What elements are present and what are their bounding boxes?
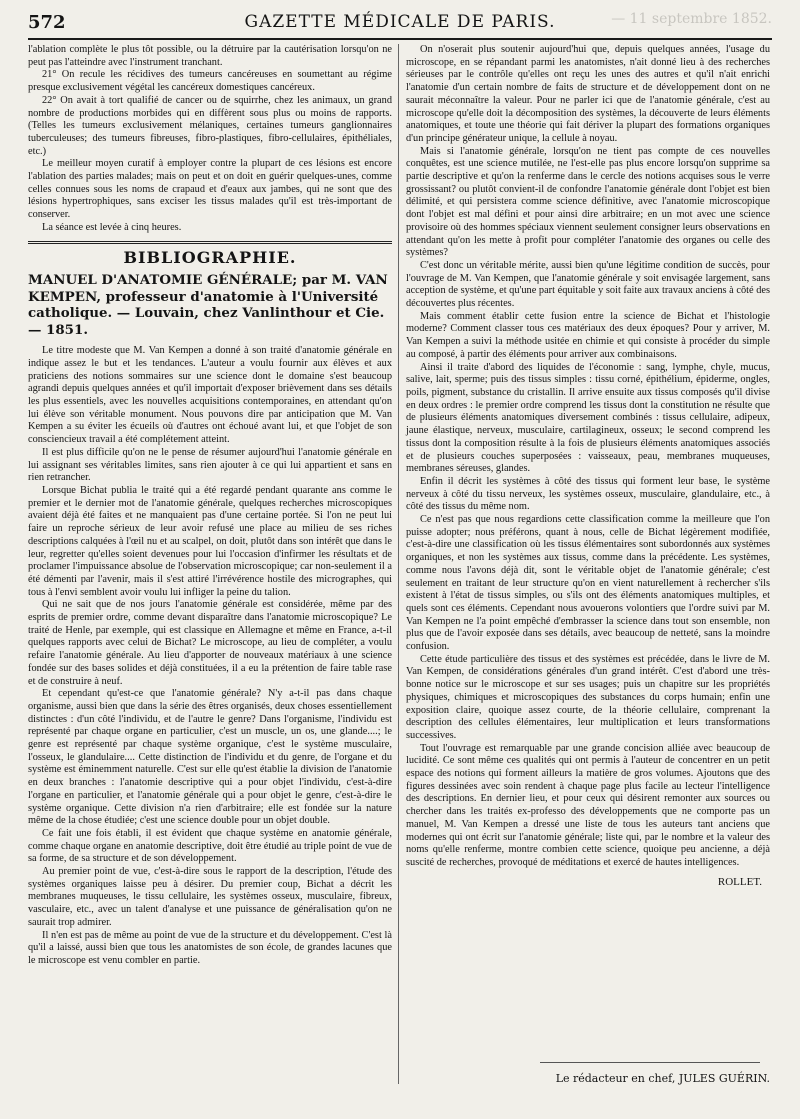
editor-rule — [540, 1062, 760, 1063]
paragraph: Il n'en est pas de même au point de vue de la structure et du développement. C'est là qu'il a laissé, aussi bien que tous les anatomistes de son école, de grandes lacunes que le microscope est venu combler en partie. — [28, 929, 392, 966]
bleed-through-date: — 11 septembre 1852. — [611, 11, 772, 27]
book-heading: MANUEL D'ANATOMIE GÉNÉRALE; par M. VAN KEMPEN, professeur d'anatomie à l'Université catholique. — Louvain, chez Vanlinthour et Cie. — 1851. — [28, 272, 388, 338]
page-header — [28, 8, 772, 38]
header-rule — [28, 38, 772, 40]
paragraph: Lorsque Bichat publia le traité qui a été regardé pendant quarante ans comme le premier et le dernier mot de l'anatomie générale, quelques recherches microscopiques avaient déjà été faites et ne manquaient pas d'une certaine portée. Si l'on ne peut lui faire un reproche sérieux de leur avoir refusé une place au milieu de ses riches descriptions calquées à l'œil nu et au scalpel, on doit, plutôt dans son intérêt que dans le leur, regretter qu'elles soient devenues pour lui l'occasion d'infirmer les résultats et de proclamer l'impuissance absolue de l'observation microscopique; car non-seulement il a été démenti par l'avenir, mais il s'est attiré l'irrévérence hostile des micrographes, qui tous à l'envi semblent avoir voulu lui infliger la peine du talion. — [28, 484, 392, 598]
paragraph: Ainsi il traite d'abord des liquides de l'économie : sang, lymphe, chyle, mucus, salive, lait, sperme; puis des tissus simples : tissu corné, épithélium, épiderme, ongles, poils, pigment, substance du cristallin. Il arrive ensuite aux tissus composés qu'il divise en deux ordres : le premier ordre comprend les tissus dont la constitution ne résulte que de plusieurs éléments anatomiques diversement combinés : tissus cellulaire, adipeux, jaune élastique, nerveux, musculaire, cartilagineux, osseux; le second comprend les tissus dont la composition résulte à la fois de plusieurs éléments anatomiques associés et de plusieurs couches superposées : vaisseaux, peau, membranes muqueuses, membranes séreuses, glandes. — [406, 361, 770, 475]
author-signature: ROLLET. — [717, 875, 762, 888]
paragraph: Au premier point de vue, c'est-à-dire sous le rapport de la description, l'étude des systèmes organiques laisse peu à désirer. Du premier coup, Bichat a décrit les membranes muqueuses, le tissu cellulaire, les systèmes osseux, musculaire, fibreux, vasculaire, etc., avec un talent d'analyse et une puissance de généralisation qu'on ne saurait trop admirer. — [28, 866, 392, 928]
paragraph: Il est plus difficile qu'on ne le pense de résumer aujourd'hui l'anatomie générale en lui assignant ses véritables limites, sans rien ajouter à ce qui lui appartient et sans en rien retrancher. — [28, 446, 392, 484]
page-number: 572 — [28, 12, 66, 33]
paragraph: La séance est levée à cinq heures. — [42, 221, 182, 233]
editor-line: Le rédacteur en chef, JULES GUÉRIN. — [555, 1072, 770, 1085]
paragraph: l'ablation complète le plus tôt possible, ou la détruire par la cautérisation lorsqu'on ne peut pas l'atteindre avec l'instrument tranchant. — [28, 44, 392, 68]
paragraph: Tout l'ouvrage est remarquable par une grande concision alliée avec beaucoup de lucidité. Ce sont même ces qualités qui ont permis à l'auteur de concentrer en un petit espace des notions qui forment ailleurs la matière de gros volumes. Ajoutons que des figures dessinées avec soin rendent à chaque page plus facile au lecteur l'intelligence des descriptions. En dernier lieu, et pour ceux qui désirent remonter aux sources ou chercher dans les traités ex-professo des développements que ne comporte pas un manuel, M. Van Kempen a dressé une liste de tous les auteurs tant anciens que modernes qui ont écrit sur l'anatomie générale; liste qui, par le nombre et la valeur des noms qu'elle renferme, montre combien cette science, quoique peu ancienne, a déjà suscité de recherches, provoqué de méditations et exercé de hautes intelligences. — [406, 742, 770, 868]
right-column — [406, 44, 770, 890]
paragraph: Et cependant qu'est-ce que l'anatomie générale? N'y a-t-il pas dans chaque organisme, aussi bien que dans la série des êtres organisés, deux choses essentiellement distinctes : d'un côté l'individu, et de l'autre le genre? Dans l'organisme, l'individu est représenté par chaque organe en particulier, c'est un muscle, un os, une glande....; le genre est représenté par chaque système organique, c'est le système musculaire, l'osseux, le glandulaire.... Cette distinction de l'individu et du genre, de l'organe et du système est éminemment naturelle. C'est sur elle qu'est établie la division de l'anatomie en deux branches : l'anatomie descriptive qui a pour objet l'individu, c'est-à-dire l'organe en particulier, et l'anatomie générale qui a pour objet le genre, c'est-à-dire le système organique. Cette division n'a rien d'arbitraire; elle est fondée sur la nature même de la chose étudiée; c'est une science double pour un objet double. — [28, 688, 392, 827]
paragraph: 21° On recule les récidives des tumeurs cancéreuses en soumettant au régime presque exclusivement végétal les cancéreux domestiques cancéreux. — [28, 69, 392, 94]
paragraph: Ce n'est pas que nous regardions cette classification comme la meilleure que l'on puisse adopter; nous préférons, quant à nous, celle de Bichat légèrement modifiée, c'est-à-dire une classification où les tissus élémentaires sont subordonnés aux systèmes organiques, et non les systèmes aux tissus, comme dans la précédente. Les systèmes, comme nous l'avons déjà dit, sont le véritable objet de l'anatomie générale; c'est seulement en traitant de leur structure qu'on en vient naturellement à rechercher s'ils existent à l'état de tissus simples, ou s'ils ont des éléments anatomiques multiples, et quels sont ces éléments. Cependant nous avouerons volontiers que l'ordre suivi par M. Van Kempen ne l'a point empêché d'embrasser la science dans tout son ensemble, non plus que de l'avoir exposée dans ses détails, avec beaucoup de netteté, sans la moindre confusion. — [406, 514, 770, 653]
paragraph: Qui ne sait que de nos jours l'anatomie générale est considérée, même par des esprits de premier ordre, comme devant disparaître dans l'anatomie microscopique? Le traité de Henle, par exemple, qui est classique en Allemagne et même en France, a-t-il quelques rapports avec celui de Bichat? Le microscope, au lieu de compléter, a voulu refaire l'anatomie générale. Au lieu d'apporter de nouveaux matériaux à une science fondée sur des bases solides et déjà constituées, il a eu la prétention de faire table rase et de construire à neuf. — [28, 599, 392, 687]
section-title: BIBLIOGRAPHIE. — [123, 247, 297, 267]
paragraph: C'est donc un véritable mérite, aussi bien qu'une légitime condition de succès, pour l'ouvrage de M. Van Kempen, que l'anatomie générale y soit envisagée largement, sans acception de système, et qu'une part équitable y soit faite aux travaux anciens à côté des découvertes plus récentes. — [406, 259, 770, 310]
paragraph: Mais si l'anatomie générale, lorsqu'on ne tient pas compte de ces nouvelles conquêtes, est une science mutilée, ne l'est-elle pas plus encore lorsqu'on supprime sa partie descriptive et qu'on la renferme dans le cercle des notions acquises sous le verre grossissant? ou plutôt convient-il de confondre l'anatomie générale dont l'objet est bien délimité, et qui persistera comme science définitive, avec l'anatomie microscopique dont l'objet est mal défini et pour ainsi dire arbitraire; en un mot avec une science provisoire où des hommes spéciaux viennent seulement consigner leurs observations en attendant qu'on les mette à profit pour compléter l'anatomie des organes ou celle des systèmes? — [406, 145, 770, 259]
journal-title: GAZETTE MÉDICALE DE PARIS. — [244, 12, 556, 32]
paragraph: Le titre modeste que M. Van Kempen a donné à son traité d'anatomie générale en indique assez le but et les tendances. L'auteur a voulu fournir aux élèves et aux praticiens des notions sommaires sur une science dont le domaine s'est beaucoup agrandi depuis quelques années et qu'il importait d'exposer brièvement dans ses détails les plus essentiels, avec les nouvelles acquisitions contemporaines, en attendant qu'on lui élève son véritable monument. Nous pouvons dire par anticipation que M. Van Kempen a su éviter les écueils où d'autres ont échoué avant lui, et que l'objet de son consciencieux travail a été complétement atteint. — [28, 345, 392, 446]
paragraph: 22° On avait à tort qualifié de cancer ou de squirrhe, chez les animaux, un grand nombre de productions morbides qui en diffèrent sous plus ou moins de rapports. (Telles les tumeurs exclusivement mélaniques, certaines tumeurs ganglionnaires tuberculeuses; des tumeurs fibreuses, fibro-plastiques, fibro-cellulaires, épithéliales, etc.) — [28, 94, 392, 157]
column-divider — [398, 44, 399, 1084]
paragraph: Ce fait une fois établi, il est évident que chaque système en anatomie générale, comme chaque organe en anatomie descriptive, doit être étudié au triple point de vue de sa forme, de sa structure et de son développement. — [28, 827, 392, 865]
paragraph: Mais comment établir cette fusion entre la science de Bichat et l'histologie moderne? Comment classer tous ces matériaux des deux époques? Pour y arriver, M. Van Kempen a suivi la méthode usitée en chimie et qui consiste à procéder du simple au composé, à partir des éléments pour arriver aux combinaisons. — [406, 310, 770, 360]
paragraph: Cette étude particulière des tissus et des systèmes est précédée, dans le livre de M. Van Kempen, de considérations générales d'un grand intérêt. C'est d'abord une très-bonne notice sur le microscope et sur ses usages; puis un chapitre sur les propriétés physiques, chimiques et microscopiques des substances du corps humain; enfin une exposition claire, quoique assez courte, de la théorie cellulaire, comprenant la description des cellules élémentaires, leur multiplication et leurs transformations successives. — [406, 653, 770, 741]
paragraph: On n'oserait plus soutenir aujourd'hui que, depuis quelques années, l'usage du microscope, en se répandant parmi les anatomistes, n'ait donné lieu à des recherches sérieuses par le contrôle qu'elles ont reçu les unes des autres et qu'il n'ait enrichi l'anatomie d'un certain nombre de faits de structure et de développement dont on ne saurait méconnaître la valeur. Pour ne parler ici que de l'anatomie générale, c'est au microscope qu'elle doit la décomposition des systèmes, la découverte de leurs éléments anatomiques, et toute une théorie qui fait dériver la plupart des formations organiques d'un principe générateur unique, la cellule à noyau. — [406, 44, 770, 144]
section-rule — [28, 241, 392, 244]
paragraph: Le meilleur moyen curatif à employer contre la plupart de ces lésions est encore l'ablation des parties malades; mais on peut et on doit en guérir quelques-unes, comme celles connues sous les noms de crapaud et d'eaux aux jambes, qui ne sont que des lésions hypertrophiques, sans exciser les tissus malades qu'il est très-important de conserver. — [28, 158, 392, 221]
left-column — [28, 44, 392, 968]
paragraph: Enfin il décrit les systèmes à côté des tissus qui forment leur base, le système nerveux à côté du tissu nerveux, les systèmes osseux, musculaire, glandulaire, etc., à côté des tissus du même nom. — [406, 475, 770, 513]
